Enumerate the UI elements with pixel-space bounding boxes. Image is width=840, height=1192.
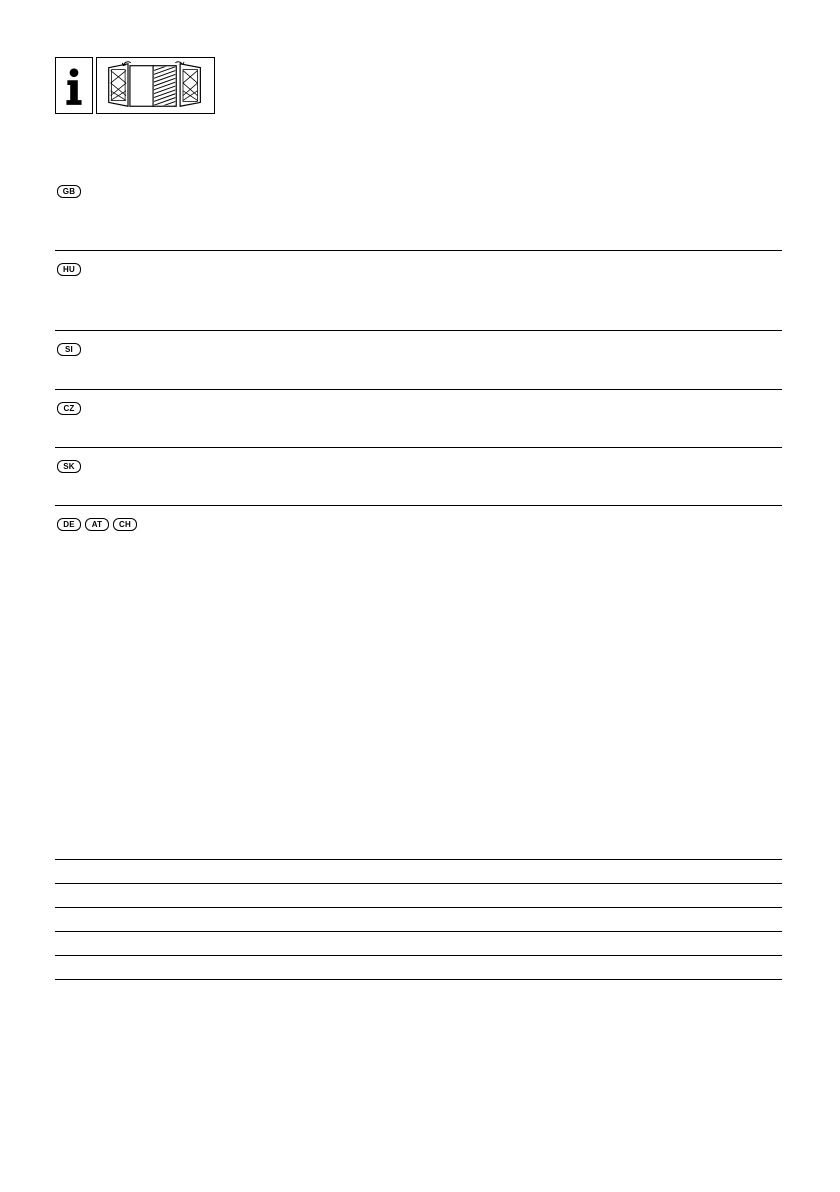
- divider-line: [55, 859, 782, 860]
- country-badges: [57, 460, 81, 473]
- section-de-at-ch: [55, 505, 782, 856]
- country-badges: [57, 185, 81, 198]
- country-badges: [57, 518, 137, 531]
- country-badge: SK: [57, 460, 81, 473]
- country-badges: [57, 263, 81, 276]
- country-badge-ch: CH: [113, 518, 137, 531]
- country-badges: [57, 402, 81, 415]
- country-badge: SI: [57, 343, 81, 356]
- section-si: [55, 330, 782, 390]
- section-gb: [55, 183, 782, 249]
- foldout-icon-box: [96, 57, 215, 114]
- divider-line: [55, 907, 782, 908]
- country-badge-at: AT: [85, 518, 109, 531]
- country-badges: [57, 343, 81, 356]
- section-sk: [55, 447, 782, 506]
- foldout-pages-icon: [97, 58, 214, 113]
- divider-line: [55, 931, 782, 932]
- info-i-icon: [56, 58, 92, 113]
- country-badge: CZ: [57, 402, 81, 415]
- section-hu: [55, 250, 782, 331]
- section-cz: [55, 389, 782, 448]
- divider-line: [55, 979, 782, 980]
- info-icon-box: [55, 57, 93, 114]
- country-badge-de: DE: [57, 518, 81, 531]
- country-badge: GB: [57, 185, 81, 198]
- divider-line: [55, 955, 782, 956]
- divider-line: [55, 883, 782, 884]
- country-badge: HU: [57, 263, 81, 276]
